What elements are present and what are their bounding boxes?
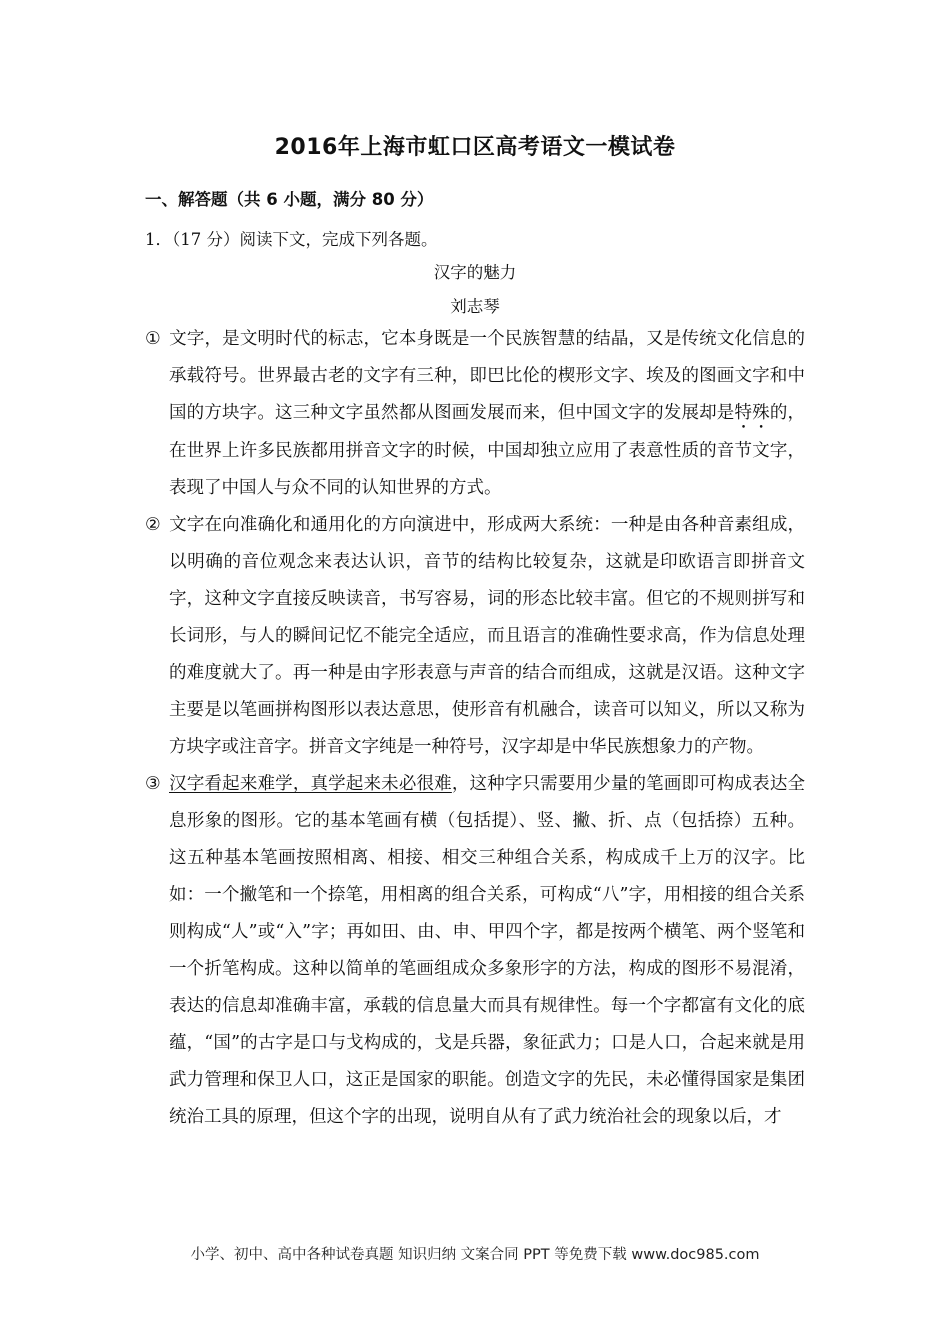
emphasized-word: 特殊 (734, 403, 770, 423)
paragraph-text: ，这种字只需要用少量的笔画即可构成表达全息形象的图形。它的基本笔画有横（包括提）、竖、撇、折、点（包括捺）五种。这五种基本笔画按照相离、相接、相交三种组合关系，构成成千上万的汉字。比如：一个撇笔和一个捺笔，用相离的组合关系，可构成“八”字，用相接的组合关系则构成“人”或“入”字；再如田、由、申、甲四个字，都是按两个横笔、两个竖笔和一个折笔构成。这种以简单的笔画组成众多象形字的方法，构成的图形不易混淆，表达的信息却准确丰富，承载的信息量大而具有规律性。每一个字都富有文化的底蕴，“国”的古字是口与戈构成的，戈是兵器，象征武力；口是人口，合起来就是用武力管理和保卫人口，这正是国家的职能。创造文字的先民，未必懂得国家是集团统治工具的原理，但这个字的出现，说明自从有了武力统治社会的现象以后，才 (169, 774, 806, 1127)
underlined-sentence: 汉字看起来难学，真学起来未必很难 (169, 774, 452, 794)
article-body (145, 321, 805, 1136)
paragraph-2 (145, 507, 805, 766)
paragraph-text: 文字，是文明时代的标志，它本身既是一个民族智慧的结晶，又是传统文化信息的承载符号。世界最古老的文字有三种，即巴比伦的楔形文字、埃及的图画文字和中国的方块字。这三种文字虽然都从图画发展而来，但中国文字的发展却是 (169, 329, 805, 423)
paragraph-3 (145, 766, 805, 1136)
page-footer: 小学、初中、高中各种试卷真题 知识归纳 文案合同 PPT 等免费下载 www.doc985.com (190, 1247, 760, 1263)
paragraph-number: ① (145, 329, 161, 349)
page-title: 2016年上海市虹口区高考语文一模试卷 (274, 135, 676, 160)
paragraph-number: ③ (145, 774, 161, 794)
paragraph-number: ② (145, 515, 161, 535)
article-title: 汉字的魅力 (433, 263, 517, 282)
section-heading: 一、解答题（共 6 小题，满分 80 分） (145, 190, 434, 209)
article-author: 刘志琴 (450, 297, 500, 316)
paragraph-text: 的，在世界上许多民族都用拼音文字的时候，中国却独立应用了表意性质的音节文字，表现了中国人与众不同的认知世界的方式。 (169, 403, 805, 498)
question-prompt: 1．（17 分）阅读下文，完成下列各题。 (145, 230, 438, 249)
paragraph-text: 文字在向准确化和通用化的方向演进中，形成两大系统：一种是由各种音素组成，以明确的音位观念来表达认识，音节的结构比较复杂，这就是印欧语言即拼音文字，这种文字直接反映读音，书写容易，词的形态比较丰富。但它的不规则拼写和长词形，与人的瞬间记忆不能完全适应，而且语言的准确性要求高，作为信息处理的难度就大了。再一种是由字形表意与声音的结合而组成，这就是汉语。这种文字主要是以笔画拼构图形以表达意思，使形音有机融合，读音可以知义，所以又称为方块字或注音字。拼音文字纯是一种符号，汉字却是中华民族想象力的产物。 (169, 515, 805, 757)
paragraph-1 (145, 321, 805, 507)
